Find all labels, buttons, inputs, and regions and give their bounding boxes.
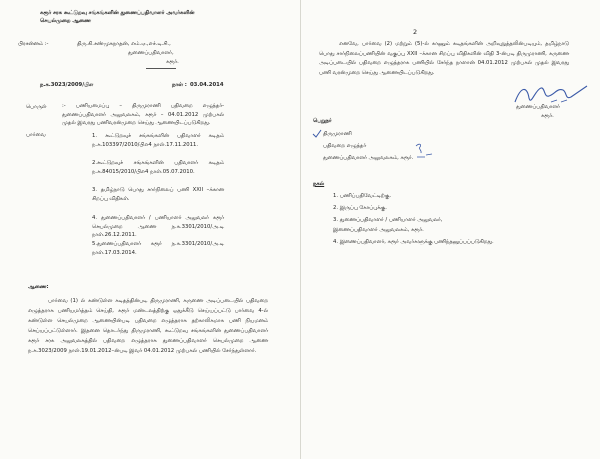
present-label: பிரசன்னம் :- — [18, 41, 49, 47]
recipient-designation: பதிவறை எழுத்தர் — [323, 143, 367, 149]
document-page-right — [301, 0, 600, 459]
copy-item-3-cont: இணைப்பதிவாளர் அலுவலகம், கரூர். — [333, 227, 424, 233]
order-text: பார்வை (1) ல் கண்டுள்ள கடிதத்தின்படி திருமுராணி, கருணை அடிப்படையில் பதிவறை எழுத்தராக பணியமர்த்தம் செய்தி, கரூர் மண்டலத்திற்கு ஒதுக்கீடு செய்யப்பட்டு பார்வை 4-ல் கண்டுள்ள செயல்முறை ஆணையின்படி பதிவறை எழுத்தராக தற்காலிகமாக பணி நியமனம் செய்யப்பட்டுள்ளார். இதனை தொடர்ந்து திருமுராணி, கூட்டுறவு சங்கங்களின் துணைப்பதிவாளர் கரூர் சரக அலுவலகத்தில் பதிவறை எழுத்தராக துணைப்பதிவாளர் செயல்முறை ஆணை ந.க.3023/2009 நாள்.19.01.2012–ன்படி இவர் 04.01.2012 முற்பகல் பணியில் சேர்ந்துள்ளார். — [28, 298, 268, 354]
page-number: 2 — [413, 28, 418, 36]
order-header-line1: கரூர் சரக கூட்டுறவு சங்கங்களின் துணைப்பதிவாளர் அவர்களின் — [40, 10, 195, 16]
signature-designation: துணைப்பதிவாளர் — [516, 104, 560, 110]
reference-item-3: 3. தமிழ்நாடு பொது சார்நிலைப் பணி XXII –க்கான சிறப்பு விதிகள். — [92, 187, 224, 202]
copy-item-4: 4. இணைப்பதிவாளர், கரூர் அவர்களுக்கு பணிந்தனுப்பப்படுகிறது. — [333, 239, 494, 245]
recipient-name: திருமுராணி — [323, 131, 352, 137]
date-value: 03.04.2014 — [190, 82, 224, 88]
reference-label: பார்வை — [26, 132, 46, 138]
copy-item-2: 2. இருப்பு கோப்புக்கு. — [333, 205, 387, 211]
copy-item-1: 1. பணிப்பதிவேட்டிற்கு. — [333, 193, 392, 199]
present-place: கரூர். — [166, 59, 179, 65]
separator-line — [146, 68, 176, 69]
order-header-line2: செயல்முறை ஆணை — [40, 18, 91, 24]
recipient-label: பெறுநர் — [313, 118, 332, 124]
date-label: நாள் : — [172, 82, 187, 88]
continuation-text: எனவே, பார்வை (2) மற்றும் (5)-ல் காணும் கடிதங்களின் அறிவுறுத்தலின்படியும், தமிழ்நாடு பொது சார்நிலைப்பணியின் வகுப்பு XXII –க்கான சிறப்பு விதிகளின் விதி 3-ன்படி திருமுராணி, கருணை அடிப்படையில் பதிவறை எழுத்தராக பணியில் சேர்ந்த நாளான் 04.01.2012 முற்பகல் முதல் இவரது பணி வரன்முறை செய்து ஆணையிடப்படுகிறது. — [319, 41, 569, 76]
copy-label: நகல் — [313, 181, 325, 187]
reference-item-2: 2.கூட்டுறவுச் சங்கங்களின் பதிவாளர் கடிதம் ந.க.84015/2010/பிஎ4 நாள்.05.07.2010. — [92, 160, 224, 175]
subject-label: பொருள் — [26, 104, 47, 110]
reference-item-5: 5.துணைப்பதிவாளர் கரூர் ந.க.3301/2010/அ.டி நாள்.17.03.2014. — [92, 241, 224, 256]
signature-place: கரூர். — [541, 113, 554, 119]
tick-mark — [312, 129, 322, 138]
present-name: திரு.கி.சண்முகநாதன், எம்.ஏ.,எச்.டி.சி., — [77, 41, 171, 47]
order-heading: ஆணை: — [28, 284, 49, 290]
copy-item-3: 3. துணைப்பதிவாளர் / பணியாளர் அலுவலர், — [333, 217, 443, 223]
recipient-office: துணைப்பதிவாளர் அலுவலகம், கரூர். — [323, 155, 414, 161]
handwritten-note — [413, 141, 435, 161]
reference-item-1: 1. கூட்டுறவுச் சங்கங்களின் பதிவாளர் கடிதம் ந.க.103397/2010/பிஎ4 நாள்.17.11.2011. — [92, 133, 224, 148]
subject-text: :- பணியமைப்பு – திருமுராணி பதிவறை எழுத்தர்- துணைப்பதிவாளர் அலுவலகம், கரூர் – 04.01.2012 முற்பகல் முதல் இவரது பணிவரன்முறை செய்து ஆணையிடப்படுகிறது. — [62, 103, 224, 127]
present-designation: துணைப்பதிவாளர், — [128, 50, 174, 56]
reference-number: ந.க.3023/2009/பிஎ — [40, 82, 94, 88]
reference-item-4: 4. துணைப்பதிவாளர் / பணியாளர் அலுவலர் கரூர் செயல்முறை ஆணை ந.க.3301/2010/அ.டி நாள்.26.12.2011. — [92, 215, 224, 239]
